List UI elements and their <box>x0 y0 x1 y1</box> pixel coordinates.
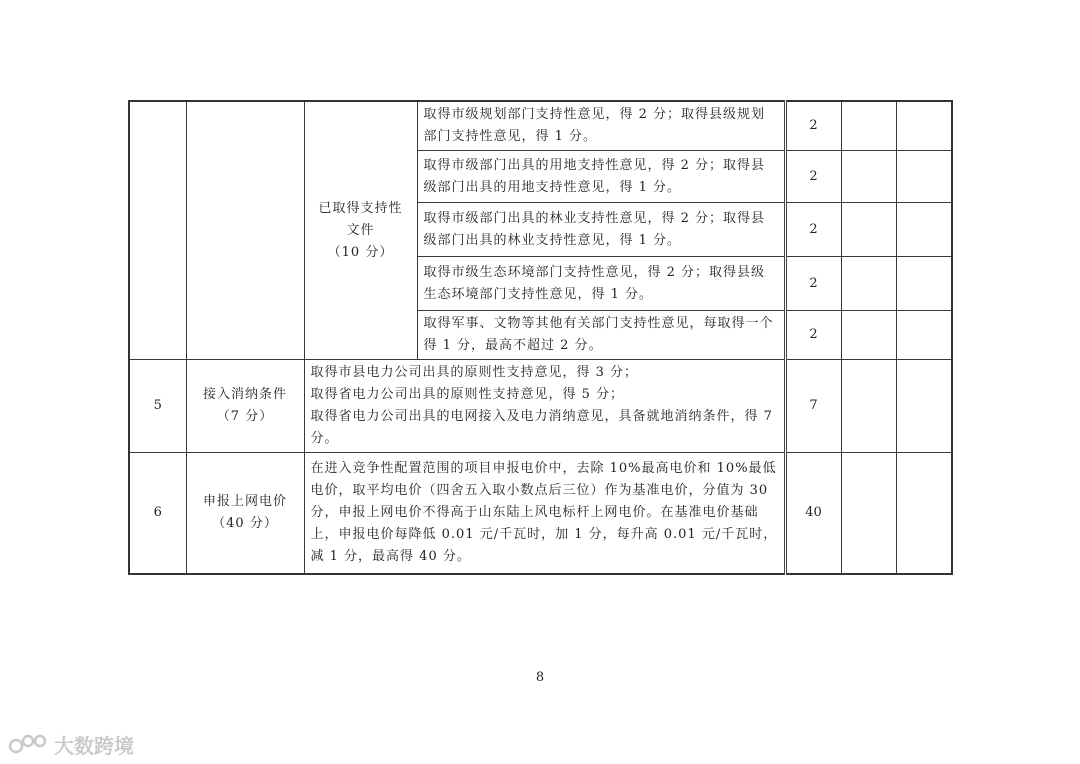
category-cell <box>186 101 304 360</box>
table-row <box>129 101 952 151</box>
subcategory-label-line1: 已取得支持性 <box>318 200 403 216</box>
subcategory-label-line2: 文件 <box>346 222 375 238</box>
empty-cell <box>896 311 952 360</box>
score-cell: 2 <box>785 203 841 257</box>
empty-cell <box>896 101 952 151</box>
score-cell: 7 <box>785 360 841 453</box>
score-cell: 2 <box>785 257 841 311</box>
category-label: 接入消纳条件 <box>202 387 287 402</box>
category-cell <box>186 453 304 574</box>
subcategory-points: （10 分） <box>327 244 394 260</box>
scoring-table <box>128 100 953 575</box>
criteria-line: 取得市县电力公司出具的原则性支持意见，得 3 分； <box>310 365 639 380</box>
empty-cell <box>841 453 896 574</box>
criteria-line: 取得省电力公司出具的电网接入及电力消纳意见，具备就地消纳条件，得 7 分。 <box>310 409 773 446</box>
brand-logo-icon <box>8 732 50 758</box>
category-cell <box>186 360 304 453</box>
criteria-cell: 取得市级规划部门支持性意见，得 2 分；取得县级规划部门支持性意见，得 1 分。 <box>417 101 785 151</box>
row-number-cell <box>129 101 186 360</box>
watermark <box>8 730 134 759</box>
score-cell: 2 <box>785 311 841 360</box>
empty-cell <box>841 151 896 203</box>
table-row <box>129 360 952 453</box>
empty-cell <box>896 360 952 453</box>
page-number: 8 <box>535 670 545 685</box>
empty-cell <box>841 101 896 151</box>
empty-cell <box>896 203 952 257</box>
row-number-cell: 5 <box>129 360 186 453</box>
empty-cell <box>841 257 896 311</box>
criteria-cell: 取得市级部门出具的林业支持性意见，得 2 分；取得县级部门出具的林业支持性意见，得 1 分。 <box>417 203 785 257</box>
empty-cell <box>841 360 896 453</box>
criteria-cell: 取得军事、文物等其他有关部门支持性意见，每取得一个得 1 分，最高不超过 2 分。 <box>417 311 785 360</box>
subcategory-cell <box>304 101 417 360</box>
score-cell: 2 <box>785 101 841 151</box>
category-label: 申报上网电价 <box>202 493 287 509</box>
category-points: （7 分） <box>216 409 274 424</box>
empty-cell <box>896 257 952 311</box>
watermark-text: 大数跨境 <box>54 734 134 758</box>
empty-cell <box>896 453 952 574</box>
empty-cell <box>896 151 952 203</box>
table-row <box>129 453 952 574</box>
criteria-cell: 取得市级部门出具的用地支持性意见，得 2 分；取得县级部门出具的用地支持性意见，得 1 分。 <box>417 151 785 203</box>
row-number-cell: 6 <box>129 453 186 574</box>
category-points: （40 分） <box>212 515 278 531</box>
criteria-cell <box>304 360 785 453</box>
empty-cell <box>841 203 896 257</box>
score-cell: 40 <box>785 453 841 574</box>
criteria-cell: 取得市级生态环境部门支持性意见，得 2 分；取得县级生态环境部门支持性意见，得 1 分。 <box>417 257 785 311</box>
criteria-line: 取得省电力公司出具的原则性支持意见，得 5 分； <box>310 387 625 402</box>
empty-cell <box>841 311 896 360</box>
criteria-cell: 在进入竞争性配置范围的项目申报电价中，去除 10%最高电价和 10%最低电价，取平均电价（四舍五入取小数点后三位）作为基准电价，分值为 30 分，申报上网电价不得高于山东陆上风电标杆上网电价。在基准电价基础上，申报电价每降低 0.01 元/千瓦时，加 1 分，每升高 0.01 元/千瓦时，减 1 分，最高得 40 分。 <box>304 453 785 574</box>
score-cell: 2 <box>785 151 841 203</box>
